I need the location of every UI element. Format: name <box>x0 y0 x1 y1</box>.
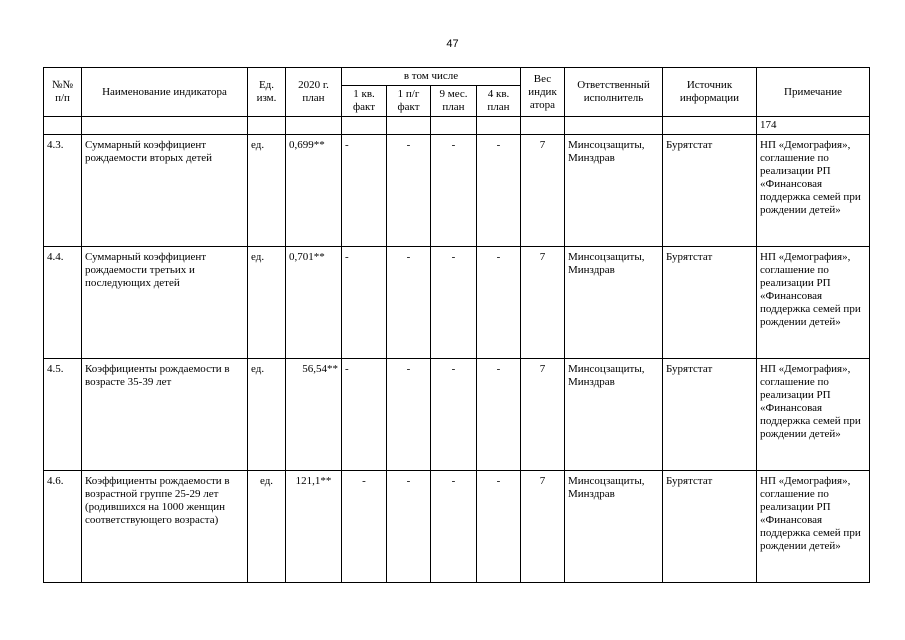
row-q1: - <box>342 135 387 247</box>
header-plan: 2020 г. план <box>286 68 342 117</box>
row-executor: Минсоцзащиты, Минздрав <box>565 471 663 583</box>
header-note: Примечание <box>757 68 870 117</box>
header-num: №№ п/п <box>44 68 82 117</box>
row-h1: - <box>387 135 431 247</box>
header-row <box>44 68 870 86</box>
row-unit: ед. <box>248 247 286 359</box>
header-including: в том числе <box>342 68 521 86</box>
header-name: Наименование индикатора <box>82 68 248 117</box>
row-m9: - <box>431 359 477 471</box>
row-unit: ед. <box>248 135 286 247</box>
row-note: НП «Демография», соглашение по реализации РП «Финансовая поддержка семей при рождении детей» <box>757 135 870 247</box>
row-name: Коэффициенты рождаемости в возрасте 35-39 лет <box>82 359 248 471</box>
header-unit: Ед. изм. <box>248 68 286 117</box>
header-q4: 4 кв. план <box>477 86 521 117</box>
row-q4: - <box>477 135 521 247</box>
row-q1: - <box>342 471 387 583</box>
spacer-row <box>44 117 870 135</box>
row-source: Бурятстат <box>663 247 757 359</box>
row-plan: 121,1** <box>286 471 342 583</box>
table-row <box>44 471 870 583</box>
row-weight: 7 <box>521 359 565 471</box>
row-m9: - <box>431 135 477 247</box>
row-name: Суммарный коэффициент рождаемости третьих и последующих детей <box>82 247 248 359</box>
row-plan: 56,54** <box>286 359 342 471</box>
row-name: Коэффициенты рождаемости в возрастной группе 25-29 лет (родившихся на 1000 женщин соответствующего возраста) <box>82 471 248 583</box>
spacer-note: 174 <box>757 117 870 135</box>
row-q4: - <box>477 359 521 471</box>
row-unit: ед. <box>248 471 286 583</box>
row-num: 4.4. <box>44 247 82 359</box>
row-executor: Минсоцзащиты, Минздрав <box>565 135 663 247</box>
row-plan: 0,701** <box>286 247 342 359</box>
row-m9: - <box>431 471 477 583</box>
row-m9: - <box>431 247 477 359</box>
row-weight: 7 <box>521 247 565 359</box>
row-note: НП «Демография», соглашение по реализации РП «Финансовая поддержка семей при рождении детей» <box>757 471 870 583</box>
row-note: НП «Демография», соглашение по реализации РП «Финансовая поддержка семей при рождении детей» <box>757 247 870 359</box>
row-q4: - <box>477 247 521 359</box>
row-source: Бурятстат <box>663 359 757 471</box>
header-source: Источник информации <box>663 68 757 117</box>
header-h1: 1 п/г факт <box>387 86 431 117</box>
row-executor: Минсоцзащиты, Минздрав <box>565 247 663 359</box>
row-source: Бурятстат <box>663 135 757 247</box>
table-row <box>44 247 870 359</box>
header-q1: 1 кв. факт <box>342 86 387 117</box>
table-row <box>44 135 870 247</box>
row-name: Суммарный коэффициент рождаемости вторых детей <box>82 135 248 247</box>
row-h1: - <box>387 247 431 359</box>
row-note: НП «Демография», соглашение по реализации РП «Финансовая поддержка семей при рождении детей» <box>757 359 870 471</box>
row-source: Бурятстат <box>663 471 757 583</box>
row-q1: - <box>342 359 387 471</box>
row-weight: 7 <box>521 471 565 583</box>
header-m9: 9 мес. план <box>431 86 477 117</box>
header-weight: Вес индик атора <box>521 68 565 117</box>
row-num: 4.5. <box>44 359 82 471</box>
row-unit: ед. <box>248 359 286 471</box>
row-plan: 0,699** <box>286 135 342 247</box>
header-executor: Ответственный исполнитель <box>565 68 663 117</box>
row-num: 4.3. <box>44 135 82 247</box>
table-row <box>44 359 870 471</box>
indicators-table <box>43 67 870 583</box>
row-executor: Минсоцзащиты, Минздрав <box>565 359 663 471</box>
page-number: 47 <box>446 38 459 50</box>
row-num: 4.6. <box>44 471 82 583</box>
row-h1: - <box>387 359 431 471</box>
row-h1: - <box>387 471 431 583</box>
row-q1: - <box>342 247 387 359</box>
row-weight: 7 <box>521 135 565 247</box>
row-q4: - <box>477 471 521 583</box>
